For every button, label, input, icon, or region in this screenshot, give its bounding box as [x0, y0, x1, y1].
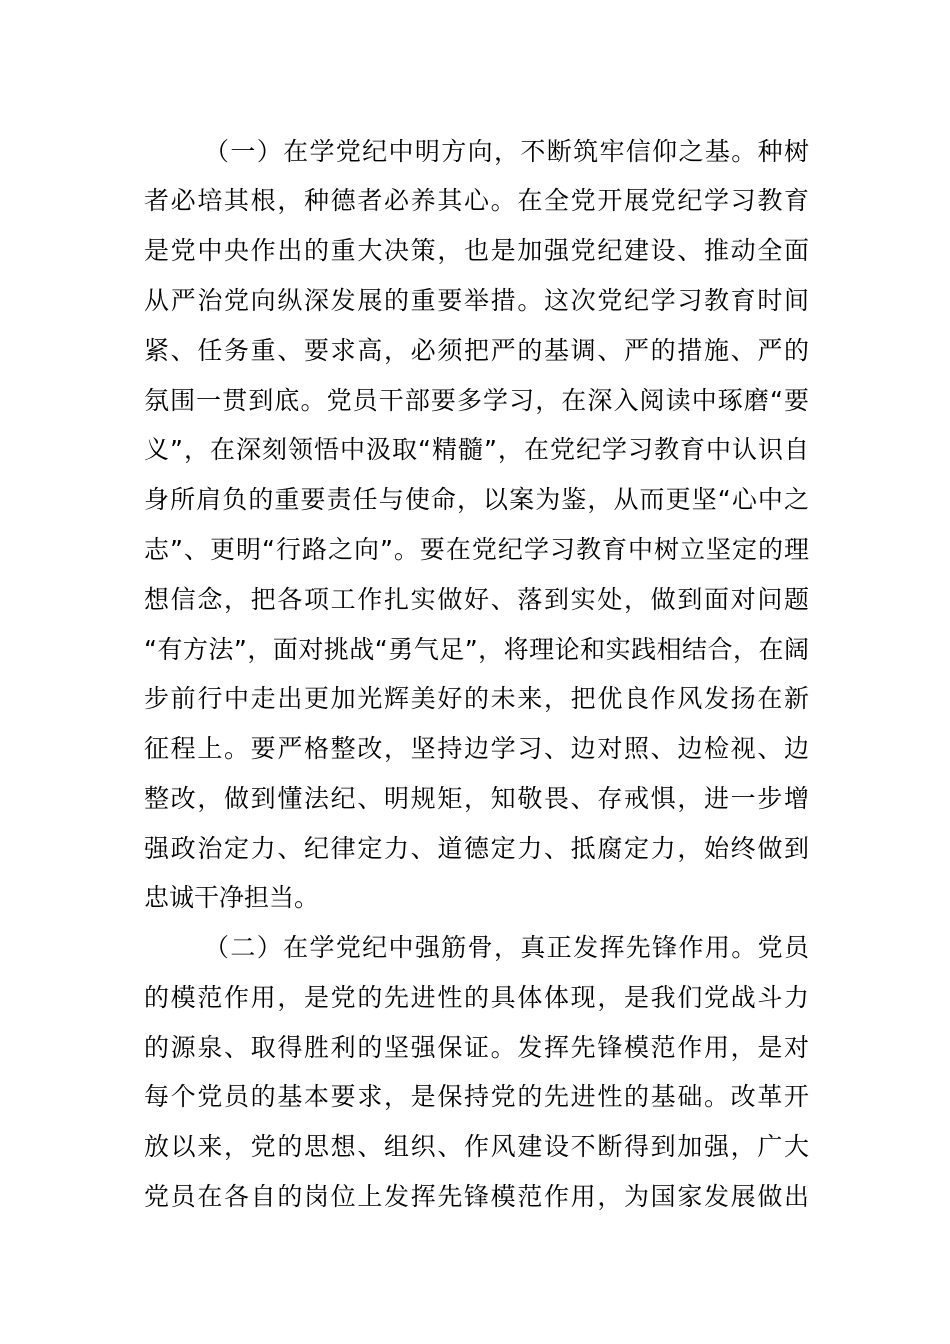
paragraph-1-line-12: 步前行中走出更加光辉美好的未来，把优良作风发扬在新	[144, 684, 809, 713]
paragraph-2-line-5: 放以来，党的思想、组织、作风建设不断得到加强，广大	[144, 1132, 809, 1161]
paragraph-1-line-1: （一）在学党纪中明方向，不断筑牢信仰之基。种树	[204, 137, 809, 166]
paragraph-1-line-15: 强政治定力、纪律定力、道德定力、抵腐定力，始终做到	[144, 834, 809, 863]
paragraph-1-line-4: 从严治党向纵深发展的重要举措。这次党纪学习教育时间	[144, 286, 809, 315]
paragraph-2-line-4: 每个党员的基本要求，是保持党的先进性的基础。改革开	[144, 1082, 809, 1111]
paragraph-1-line-3: 是党中央作出的重大决策，也是加强党纪建设、推动全面	[144, 236, 809, 265]
paragraph-1-line-6: 氛围一贯到底。党员干部要多学习，在深入阅读中琢磨“要	[144, 386, 809, 415]
paragraph-2-line-6: 党员在各自的岗位上发挥先锋模范作用，为国家发展做出	[144, 1182, 809, 1211]
paragraph-1-line-11: “有方法”，面对挑战“勇气足”，将理论和实践相结合，在阔	[144, 635, 809, 664]
paragraph-1-line-13: 征程上。要严格整改，坚持边学习、边对照、边检视、边	[144, 734, 809, 763]
paragraph-2-line-2: 的模范作用，是党的先进性的具体体现，是我们党战斗力	[144, 983, 809, 1012]
paragraph-1-line-10: 想信念，把各项工作扎实做好、落到实处，做到面对问题	[144, 585, 809, 614]
paragraph-1-line-2: 者必培其根，种德者必养其心。在全党开展党纪学习教育	[144, 186, 809, 215]
paragraph-1-line-5: 紧、任务重、要求高，必须把严的基调、严的措施、严的	[144, 336, 809, 365]
paragraph-1-line-7: 义”，在深刻领悟中汲取“精髓”，在党纪学习教育中认识自	[144, 435, 809, 464]
paragraph-1-line-9: 志”、更明“行路之向”。要在党纪学习教育中树立坚定的理	[144, 535, 809, 564]
paragraph-1-line-14: 整改，做到懂法纪、明规矩，知敬畏、存戒惧，进一步增	[144, 784, 809, 813]
paragraph-2-line-3: 的源泉、取得胜利的坚强保证。发挥先锋模范作用，是对	[144, 1033, 809, 1062]
paragraph-2-line-1: （二）在学党纪中强筋骨，真正发挥先锋作用。党员	[204, 933, 809, 962]
paragraph-1-line-8: 身所肩负的重要责任与使命，以案为鉴，从而更坚“心中之	[144, 485, 809, 514]
paragraph-1-line-16: 忠诚干净担当。	[144, 883, 320, 912]
